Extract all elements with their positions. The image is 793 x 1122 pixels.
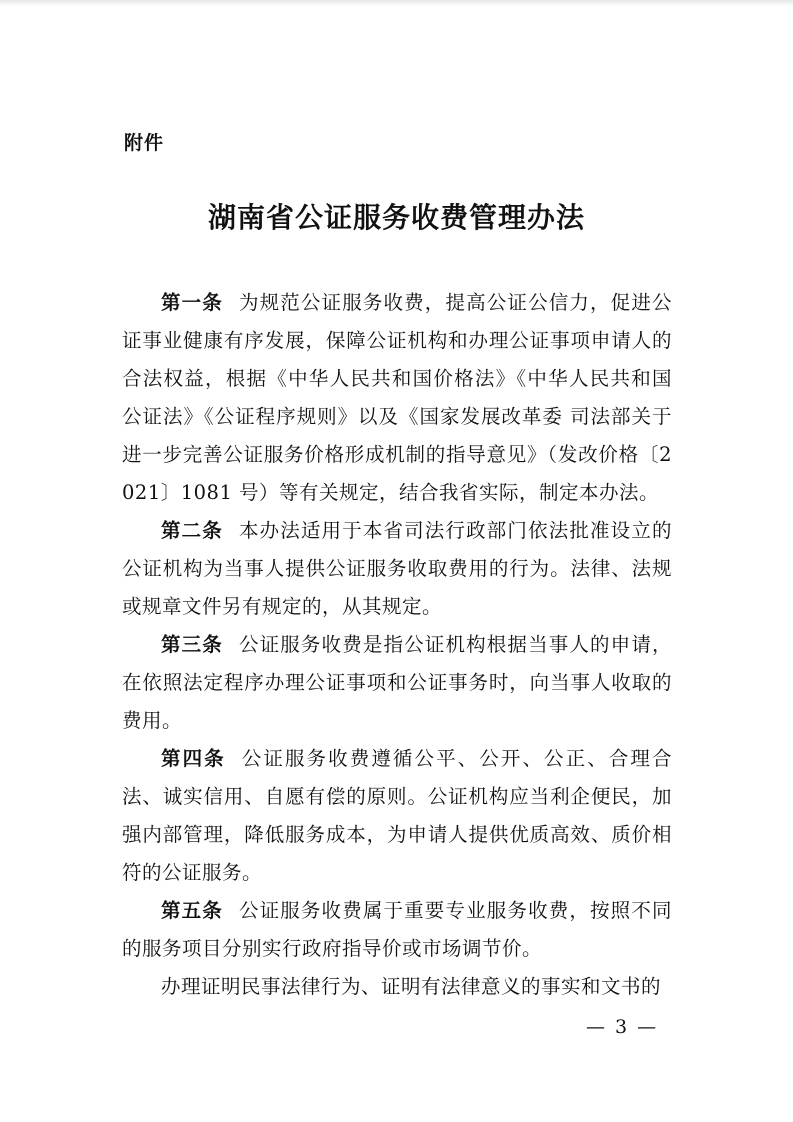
attachment-label: 附件 <box>124 132 165 154</box>
article-heading: 第四条 <box>161 747 226 770</box>
article-1 <box>122 284 672 512</box>
article-heading: 第一条 <box>161 291 223 314</box>
article-text: 公证服务收费遵循公平、公开、公正、合理合法、诚实信用、自愿有偿的原则。公证机构应当利企便民，加强内部管理，降低服务成本，为申请人提供优质高效、质价相符的公证服务。 <box>122 747 672 884</box>
scan-top-edge <box>0 0 793 6</box>
article-text: 公证服务收费是指公证机构根据当事人的申请，在依照法定程序办理公证事项和公证事务时，向当事人收取的费用。 <box>122 633 672 732</box>
trailing-paragraph: 办理证明民事法律行为、证明有法律意义的事实和文书的 <box>161 975 662 998</box>
document-title: 湖南省公证服务收费管理办法 <box>207 201 585 234</box>
document-body <box>122 284 672 1006</box>
article-text: 公证服务收费属于重要专业服务收费，按照不同的服务项目分别实行政府指导价或市场调节价。 <box>122 899 672 960</box>
article-heading: 第二条 <box>161 519 223 542</box>
article-heading: 第三条 <box>161 633 223 656</box>
article-2 <box>122 512 672 626</box>
article-text: 本办法适用于本省司法行政部门依法批准设立的公证机构为当事人提供公证服务收取费用的行为。法律、法规或规章文件另有规定的，从其规定。 <box>122 519 672 618</box>
article-heading: 第五条 <box>161 899 223 922</box>
article-5 <box>122 892 672 968</box>
article-text: 为规范公证服务收费，提高公证公信力，促进公证事业健康有序发展，保障公证机构和办理公证事项申请人的合法权益，根据《中华人民共和国价格法》《中华人民共和国公证法》《公证程序规则》以及《国家发展改革委 司法部关于进一步完善公证服务价格形成机制的指导意见》（发改价格〔2021〕1081 号）等有关规定，结合我省实际，制定本办法。 <box>122 291 672 504</box>
article-3 <box>122 626 672 740</box>
page-number: — 3 — <box>586 1016 659 1038</box>
article-4 <box>122 740 672 892</box>
